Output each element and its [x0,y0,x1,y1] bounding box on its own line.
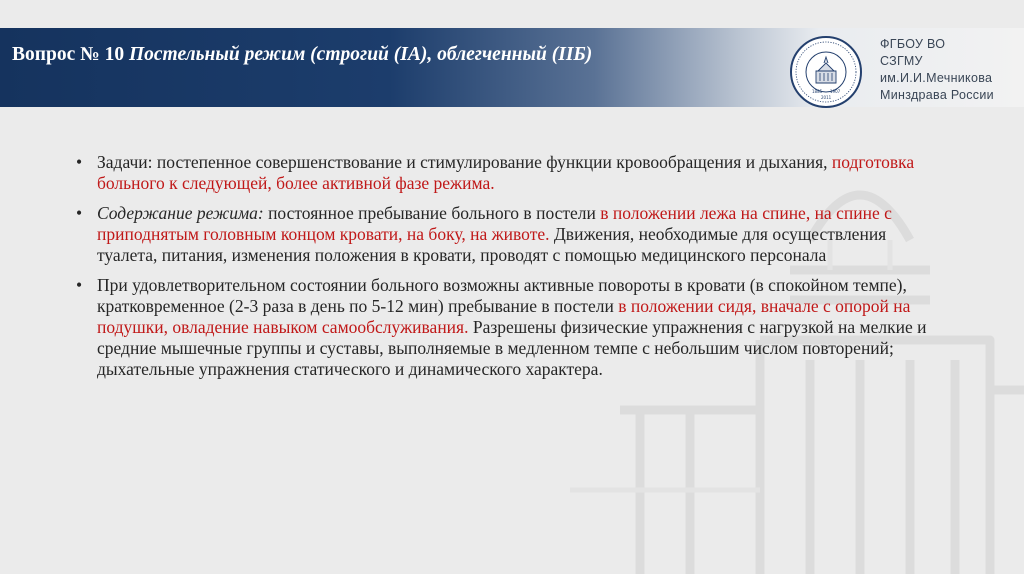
title-number: Вопрос № 10 [12,44,125,65]
bullet-item-1 [74,152,934,194]
bullet-3-highlight: в положении сидя, вначале с опорой на подушки, овладение навыком самообслуживания. [97,296,911,337]
institution-line-3: им.И.И.Мечникова [880,71,993,85]
bullet-2-text: постоянное пребывание больного в постели [263,203,601,223]
bullet-2-label: Содержание режима: [97,203,264,223]
bullet-1-highlight: подготовка больного к следующей, более активной фазе режима. [97,152,915,193]
logo-year-right: 1907 [830,89,841,94]
institution-line-4: Минздрава России [880,88,994,102]
logo-year-bottom: 2011 [821,95,832,100]
bullet-3-text: При удовлетворительном состоянии больного возможны активные повороты в кровати (в спокойном темпе), кратковременное (2-3 раза в день по 5-12 мин) пребывание в постели [97,275,907,316]
header-banner [0,28,1024,107]
title-topic: Постельный режим (строгий (IA), облегченный (IIБ) [128,44,593,65]
bullet-list [74,152,934,389]
bullet-1-text: Задачи: постепенное совершенствование и стимулирование функции кровообращения и дыхания, [97,152,832,172]
bullet-item-3 [74,275,934,380]
bullet-3-text-end: Разрешены физические упражнения с нагрузкой на мелкие и средние мышечные группы и суставы, выполняемые в медленном темпе с небольшим числом повторений; дыхательные упражнения статического и динамического характера. [97,317,927,379]
institution-name [880,36,994,104]
bullet-item-2 [74,203,934,266]
institution-line-1: ФГБОУ ВО [880,37,946,51]
slide-title [12,44,782,66]
bullet-2-highlight: в положении лежа на спине, на спине с приподнятым головным концом кровати, на боку, на животе. [97,203,892,244]
bullet-2-text-end: Движения, необходимые для осуществления туалета, питания, изменения положения в кровати, проводят с помощью медицинского персонала [97,224,887,265]
logo-year-left: 1885 [812,89,823,94]
university-seal-logo [789,35,863,109]
institution-line-2: СЗГМУ [880,54,923,68]
